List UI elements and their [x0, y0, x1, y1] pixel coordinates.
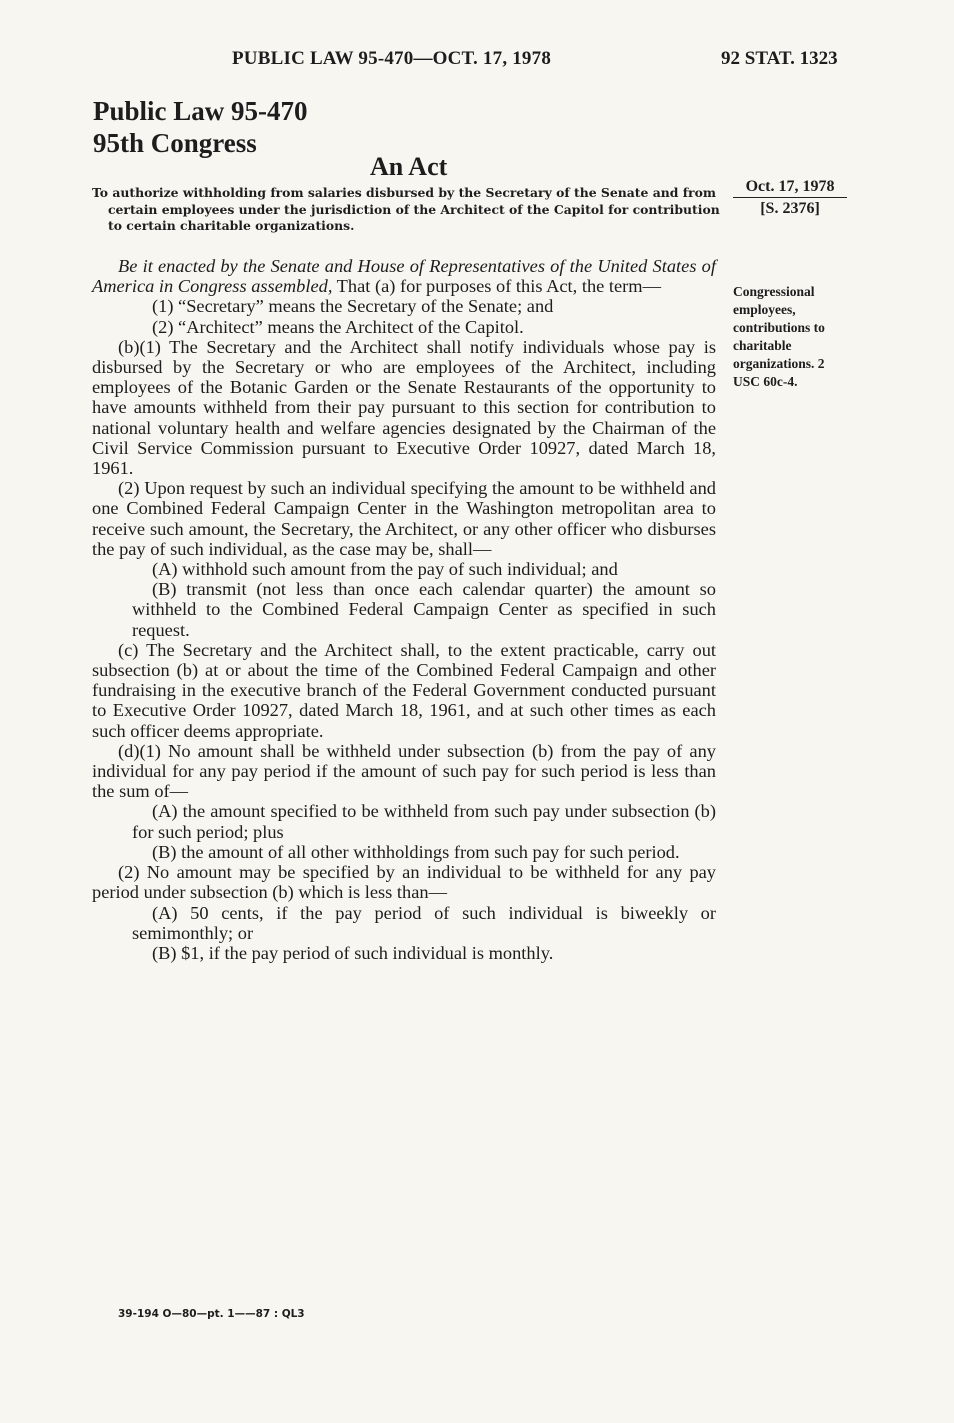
paragraph-d2a: (A) 50 cents, if the pay period of such individual is biweekly or semimonthly; or — [132, 902, 716, 943]
enacting-rest: That (a) for purposes of this Act, the term— — [332, 276, 661, 297]
enactment-date: Oct. 17, 1978 — [733, 178, 847, 198]
printer-code: 39-194 O—80—pt. 1——87 : QL3 — [118, 1308, 305, 1320]
paragraph-b1: (b)(1) The Secretary and the Architect shall notify individuals whose pay is disbursed by the Secretary or who are employees of the Architect, including employees of the Botanic Garden or the Senate Restaurants of the opportunity to have amounts withheld from their pay pursuant to this section for contribution to national voluntary health and welfare agencies designated by the Chairman of the Civil Service Commission pursuant to Executive Order 10927, dated March 18, 1961. — [92, 336, 716, 479]
running-header: PUBLIC LAW 95-470—OCT. 17, 1978 — [232, 48, 552, 69]
margin-date-block — [733, 178, 847, 218]
paragraph-d1a: (A) the amount specified to be withheld from such pay under subsection (b) for such period; plus — [132, 801, 716, 842]
bill-number: [S. 2376] — [760, 200, 820, 217]
paragraph-b2a: (A) withhold such amount from the pay of such individual; and — [152, 559, 618, 580]
act-purpose: To authorize withholding from salaries disbursed by the Secretary of the Senate and from certain employees under the jurisdiction of the Architect of the Capitol for contribution to certain charitable organizations. — [92, 185, 720, 233]
statute-page-number: 92 STAT. 1323 — [721, 48, 838, 69]
congress-number: 95th Congress — [93, 128, 257, 158]
act-body — [92, 256, 716, 963]
act-heading: An Act — [370, 152, 448, 181]
paragraph-c: (c) The Secretary and the Architect shall, to the extent practicable, carry out subsection (b) at or about the time of the Combined Federal Campaign and other fundraising in the executive branch of the Federal Government conducted pursuant to Executive Order 10927, dated March 18, 1961, and at such other times as each such officer deems appropriate. — [92, 639, 716, 741]
enacting-formula: Be it enacted by the Senate and House of Representatives of the United States of America in Congress assembled, — [92, 256, 716, 297]
paragraph-d1b: (B) the amount of all other withholdings from such pay for such period. — [152, 841, 680, 862]
paragraph-d1: (d)(1) No amount shall be withheld under subsection (b) from the pay of any individual for any pay period if the amount of such pay for such period is less than the sum of— — [92, 740, 716, 802]
paragraph-d2: (2) No amount may be specified by an individual to be withheld for any pay period under subsection (b) which is less than— — [92, 862, 716, 903]
paragraph-a2: (2) “Architect” means the Architect of the Capitol. — [152, 316, 524, 337]
law-number: Public Law 95-470 — [93, 96, 308, 126]
paragraph-b2: (2) Upon request by such an individual specifying the amount to be withheld and one Combined Federal Campaign Center in the Washington metropolitan area to receive such amount, the Secretary, the Architect, or any other officer who disburses the pay of such individual, as the case may be, shall— — [92, 478, 716, 559]
paragraph-b2b: (B) transmit (not less than once each calendar quarter) the amount so withheld to the Combined Federal Campaign Center as specified in such request. — [132, 579, 716, 640]
paragraph-d2b: (B) $1, if the pay period of such individual is monthly. — [152, 942, 554, 963]
margin-note: Congressional employees, contributions to charitable organizations. 2 USC 60c-4. — [733, 284, 825, 389]
enacting-clause — [92, 256, 716, 296]
paragraph-a1: (1) “Secretary” means the Secretary of the Senate; and — [152, 296, 554, 317]
